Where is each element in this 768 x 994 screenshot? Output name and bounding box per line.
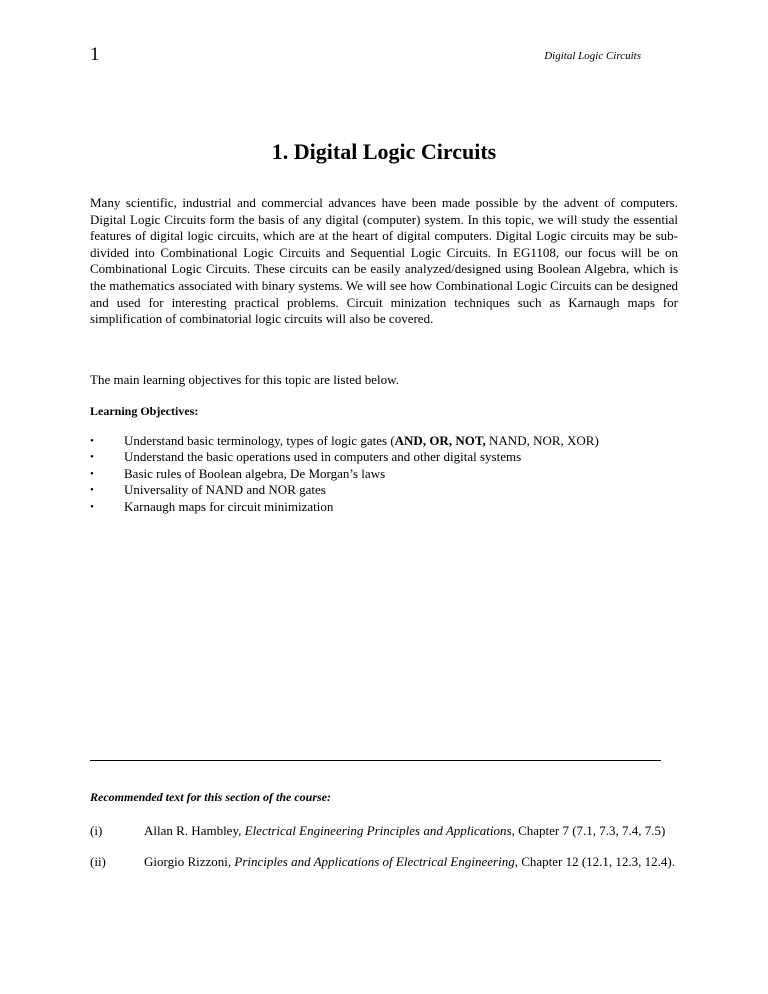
reference-item	[90, 854, 675, 870]
bullet-icon: •	[90, 467, 94, 480]
running-header: Digital Logic Circuits	[544, 50, 641, 62]
list-item-text: NAND, NOR, XOR)	[485, 433, 599, 448]
list-item-text: Understand the basic operations used in computers and other digital systems	[124, 449, 522, 465]
bullet-icon: •	[90, 500, 94, 513]
list-item-bold-text: AND, OR, NOT,	[394, 433, 486, 448]
reference-details: , Chapter 12 (12.1, 12.3, 12.4).	[514, 854, 676, 869]
bullet-icon: •	[90, 484, 94, 497]
list-item-text: Karnaugh maps for circuit minimization	[124, 498, 334, 514]
bullet-icon: •	[90, 435, 94, 447]
learning-objectives-list	[90, 433, 599, 515]
list-item	[90, 433, 599, 449]
reference-item	[90, 823, 665, 839]
reference-author: Giorgio Rizzoni,	[144, 854, 235, 869]
reference-book-title: Electrical Engineering Principles and Applications	[244, 823, 512, 838]
page-number: 1	[90, 44, 100, 65]
list-item	[90, 499, 599, 515]
reference-number: (ii)	[90, 854, 106, 869]
objectives-intro: The main learning objectives for this topic are listed below.	[90, 372, 399, 387]
learning-objectives-heading: Learning Objectives:	[90, 404, 199, 418]
reference-book-title: Principles and Applications of Electrical Engineering	[234, 854, 515, 869]
list-item	[90, 466, 599, 482]
bullet-icon: •	[90, 451, 94, 464]
horizontal-rule	[90, 760, 661, 761]
list-item	[90, 449, 599, 465]
chapter-title: 1. Digital Logic Circuits	[271, 139, 497, 164]
list-item-text: Understand basic terminology, types of logic gates (	[124, 433, 395, 448]
list-item-text: Universality of NAND and NOR gates	[124, 482, 326, 498]
reference-number: (i)	[90, 823, 103, 838]
intro-paragraph: Many scientific, industrial and commercial advances have been made possible by the advent of computers. Digital Logic Circuits form the basis of any digital (computer) system. In this topic, we will study the essential features of digital logic circuits, which are at the heart of digital computers. Digital Logic circuits may be sub-divided into Combinational Logic Circuits and Sequential Logic Circuits. In EG1108, our focus will be on Combinational Logic Circuits. These circuits can be easily analyzed/designed using Boolean Algebra, which is the mathematics associated with binary systems. We will see how Combinational Logic Circuits can be designed and used for interesting practical problems. Circuit minization techniques such as Karnaugh maps for simplification of combinatorial logic circuits will also be covered.	[90, 195, 678, 327]
reference-author: Allan R. Hambley,	[144, 823, 245, 838]
list-item	[90, 482, 599, 498]
recommended-text-heading: Recommended text for this section of the course:	[90, 790, 331, 804]
list-item-text: Basic rules of Boolean algebra, De Morgan’s laws	[124, 465, 386, 481]
reference-details: , Chapter 7 (7.1, 7.3, 7.4, 7.5)	[511, 823, 666, 838]
